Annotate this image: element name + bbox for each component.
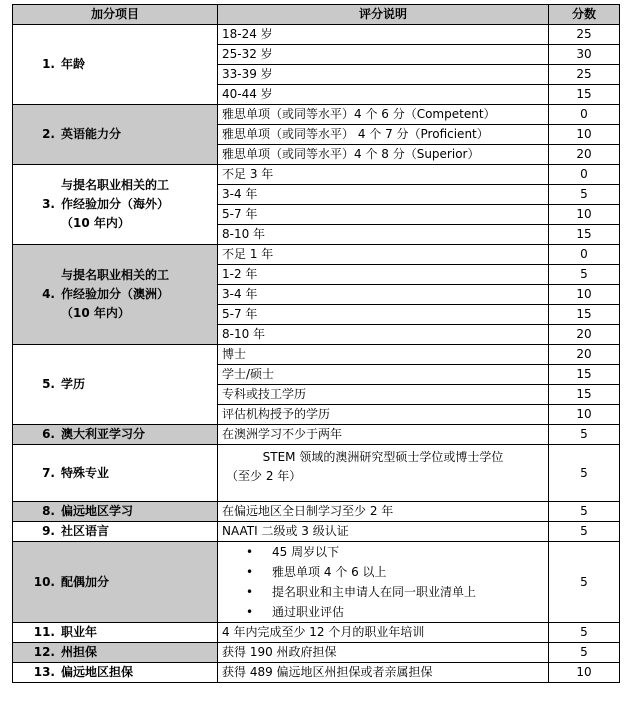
category-number: 10. [33,574,55,589]
row-points: 20 [549,145,620,165]
row-points: 5 [549,502,620,522]
category-number: 4. [42,287,55,301]
list-item: • 雅思单项 4 个 6 以上 [272,562,544,582]
row-desc-line: STEM 领域的澳洲研究型硕士学位或博士学位 [262,450,504,464]
category-label: 特殊专业 [61,465,110,480]
category-cell-community-language [13,522,218,542]
partner-criteria-list [222,542,544,622]
category-number: 8. [42,504,55,518]
row-points: 30 [549,45,620,65]
row-desc [218,445,549,502]
category-label-line: 作经验加分（海外） [61,197,170,211]
table-row [13,445,620,502]
category-label: 配偶加分 [61,574,110,589]
row-desc: 雅思单项（或同等水平）4 个 6 分（Competent） [218,105,549,125]
row-desc: 不足 3 年 [218,165,549,185]
category-label: 偏远地区学习 [61,504,134,518]
table-row [13,105,620,125]
row-points: 15 [549,225,620,245]
row-desc: 1-2 年 [218,265,549,285]
category-label-line: （10 年内） [61,216,130,230]
row-points: 5 [549,265,620,285]
category-number: 12. [33,645,55,659]
row-points: 5 [549,522,620,542]
category-number: 6. [42,427,55,441]
row-points: 5 [549,623,620,643]
header-row [13,5,620,25]
row-desc: 18-24 岁 [218,25,549,45]
category-label-line: 作经验加分（澳洲） [61,287,170,301]
header-desc: 评分说明 [218,5,549,25]
category-number: 3. [42,197,55,211]
row-desc: 雅思单项（或同等水平）4 个 8 分（Superior） [218,145,549,165]
list-item: • 提名职业和主申请人在同一职业清单上 [272,582,544,602]
table-row [13,643,620,663]
header-item: 加分项目 [13,5,218,25]
row-points: 10 [549,125,620,145]
category-cell-overseas-work [13,165,218,245]
row-desc-line: （至少 2 年） [226,469,302,483]
category-label: 澳大利亚学习分 [61,427,146,441]
table-row [13,345,620,365]
category-cell-english [13,105,218,165]
row-points: 5 [549,185,620,205]
row-desc: 获得 190 州政府担保 [218,643,549,663]
category-cell-regional-study [13,502,218,522]
category-label-line: 与提名职业相关的工 [61,268,170,282]
row-desc: 3-4 年 [218,185,549,205]
row-points: 15 [549,385,620,405]
row-desc: 4 年内完成至少 12 个月的职业年培训 [218,623,549,643]
table-row [13,522,620,542]
row-points: 20 [549,325,620,345]
category-cell-australian-study [13,425,218,445]
row-desc: 雅思单项（或同等水平） 4 个 7 分（Proficient） [218,125,549,145]
table-row [13,542,620,623]
row-desc: 25-32 岁 [218,45,549,65]
row-points: 0 [549,105,620,125]
row-desc: 3-4 年 [218,285,549,305]
category-label: 英语能力分 [61,127,122,141]
row-desc: 学士/硕士 [218,365,549,385]
category-label: 社区语言 [61,524,110,538]
row-desc: 获得 489 偏远地区州担保或者亲属担保 [218,663,549,683]
row-desc: 40-44 岁 [218,85,549,105]
row-desc: 博士 [218,345,549,365]
category-number: 7. [42,465,55,480]
table-row [13,425,620,445]
row-desc: 8-10 年 [218,325,549,345]
row-desc: 5-7 年 [218,205,549,225]
row-desc [218,542,549,623]
category-label [61,266,213,323]
category-label-line: 与提名职业相关的工 [61,178,170,192]
row-desc: 不足 1 年 [218,245,549,265]
row-points: 10 [549,285,620,305]
row-desc: 8-10 年 [218,225,549,245]
category-label: 年龄 [61,57,86,71]
row-points: 5 [549,445,620,502]
category-cell-australian-work [13,245,218,345]
row-points: 0 [549,165,620,185]
row-points: 25 [549,25,620,45]
category-label: 学历 [61,377,86,391]
category-number: 11. [33,625,55,639]
list-item: • 通过职业评估 [272,602,544,622]
category-cell-specialist [13,445,218,502]
row-points: 15 [549,365,620,385]
category-number: 9. [42,524,55,538]
table-row [13,502,620,522]
category-cell-education [13,345,218,425]
row-desc: NAATI 二级或 3 级认证 [218,522,549,542]
row-points: 20 [549,345,620,365]
row-points: 0 [549,245,620,265]
category-label: 偏远地区担保 [61,665,134,679]
table-row [13,165,620,185]
row-desc: 专科或技工学历 [218,385,549,405]
category-cell-regional-sponsorship [13,663,218,683]
category-label-line: （10 年内） [61,306,130,320]
category-label: 职业年 [61,625,98,639]
table-row [13,663,620,683]
row-points: 10 [549,205,620,225]
category-number: 5. [42,377,55,391]
category-label: 州担保 [61,645,98,659]
category-cell-professional-year [13,623,218,643]
row-points: 15 [549,85,620,105]
category-cell-state-sponsorship [13,643,218,663]
row-points: 5 [549,542,620,623]
row-points: 5 [549,643,620,663]
category-number: 13. [33,665,55,679]
row-desc: 33-39 岁 [218,65,549,85]
row-desc: 评估机构授予的学历 [218,405,549,425]
row-points: 10 [549,405,620,425]
row-points: 10 [549,663,620,683]
points-table [12,4,620,683]
category-number: 1. [42,57,55,71]
table-row [13,25,620,45]
category-cell-age [13,25,218,105]
category-cell-partner [13,542,218,623]
category-label [61,176,213,233]
table-row [13,245,620,265]
row-desc: 5-7 年 [218,305,549,325]
row-points: 25 [549,65,620,85]
row-points: 15 [549,305,620,325]
row-desc: 在澳洲学习不少于两年 [218,425,549,445]
header-points: 分数 [549,5,620,25]
table-row [13,623,620,643]
row-points: 5 [549,425,620,445]
category-number: 2. [42,127,55,141]
row-desc: 在偏远地区全日制学习至少 2 年 [218,502,549,522]
list-item: • 45 周岁以下 [272,542,544,562]
